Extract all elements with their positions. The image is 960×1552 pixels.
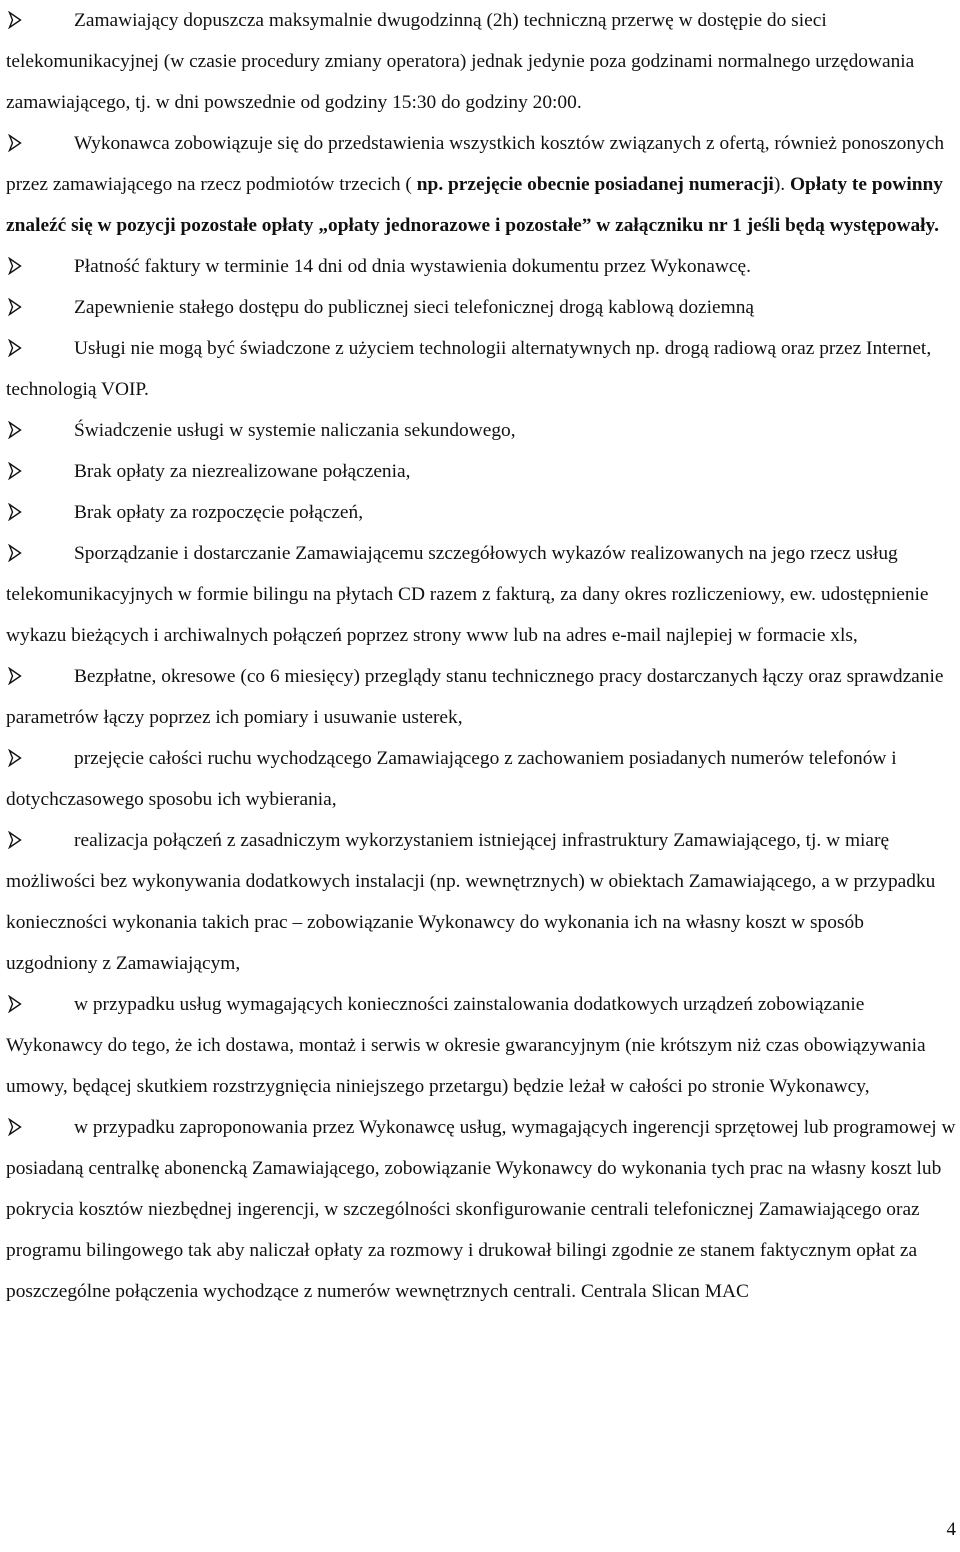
text-run: Zamawiający dopuszcza maksymalnie dwugodzinną (2h) techniczną przerwę w dostępie do sieci telekomunikacyjnej (w czasie procedury zmiany operatora) jednak jedynie poza godzinami normalnego urzędowania zamawiającego, tj. w dni powszednie od godziny 15:30 do godziny 20:00.: [6, 10, 915, 113]
arrowhead-bullet-icon: [8, 11, 22, 29]
text-run: Sporządzanie i dostarczanie Zamawiającemu szczegółowych wykazów realizowanych na jego rzecz usług telekomunikacyjnych w formie bilingu na płytach CD razem z fakturą, za dany okres rozliczeniowy, ew. udostępnienie wykazu bieżących i archiwalnych połączeń poprzez strony www lub na adres e-mail najlepiej w formacie xls,: [6, 543, 929, 646]
list-item: [6, 0, 956, 123]
list-item: [6, 246, 956, 287]
text-run: Wykonawca zobowiązuje się do przedstawienia wszystkich kosztów związanych z ofertą, również ponoszonych przez zamawiającego na rzecz podmiotów trzecich (: [6, 133, 945, 195]
arrowhead-bullet-icon: [8, 257, 22, 275]
list-item: [6, 1107, 956, 1312]
text-run: w przypadku zaproponowania przez Wykonawcę usług, wymagających ingerencji sprzętowej lub programowej w posiadaną centralkę abonencką Zamawiającego, zobowiązanie Wykonawcy do wykonania tych prac na własny koszt lub pokrycia kosztów niezbędnej ingerencji, w szczególności skonfigurowanie centrali telefonicznej Zamawiającego oraz programu bilingowego tak aby naliczał opłaty za rozmowy i drukował bilingi zgodnie ze stanem faktycznym opłat za poszczególne połączenia wychodzące z numerów wewnętrznych centrali. Centrala Slican MAC: [6, 1117, 956, 1302]
page-number: 4: [946, 1519, 956, 1540]
text-run: w przypadku usług wymagających konieczności zainstalowania dodatkowych urządzeń zobowiązanie Wykonawcy do tego, że ich dostawa, montaż i serwis w okresie gwarancyjnym (nie krótszym niż czas obowiązywania umowy, będącej skutkiem rozstrzygnięcia niniejszego przetargu) będzie leżał w całości po stronie Wykonawcy,: [6, 994, 926, 1097]
list-item: [6, 533, 956, 656]
arrowhead-bullet-icon: [8, 1118, 22, 1136]
text-run: przejęcie całości ruchu wychodzącego Zamawiającego z zachowaniem posiadanych numerów telefonów i dotychczasowego sposobu ich wybierania,: [6, 748, 897, 810]
arrowhead-bullet-icon: [8, 831, 22, 849]
list-item: [6, 656, 956, 738]
list-item: [6, 328, 956, 410]
list-item: [6, 820, 956, 984]
arrowhead-bullet-icon: [8, 421, 22, 439]
list-item: [6, 984, 956, 1107]
arrowhead-bullet-icon: [8, 667, 22, 685]
arrowhead-bullet-icon: [8, 503, 22, 521]
arrowhead-bullet-icon: [8, 749, 22, 767]
document-body: [6, 0, 956, 1312]
text-run: Świadczenie usługi w systemie naliczania sekundowego,: [74, 420, 516, 441]
arrowhead-bullet-icon: [8, 298, 22, 316]
arrowhead-bullet-icon: [8, 339, 22, 357]
arrowhead-bullet-icon: [8, 544, 22, 562]
text-run: ).: [773, 174, 790, 195]
text-run: Zapewnienie stałego dostępu do publicznej sieci telefonicznej drogą kablową doziemną: [74, 297, 755, 318]
list-item: [6, 287, 956, 328]
arrowhead-bullet-icon: [8, 462, 22, 480]
list-item: [6, 492, 956, 533]
text-run: realizacja połączeń z zasadniczym wykorzystaniem istniejącej infrastruktury Zamawiającego, tj. w miarę możliwości bez wykonywania dodatkowych instalacji (np. wewnętrznych) w obiektach Zamawiającego, a w przypadku konieczności wykonania takich prac – zobowiązanie Wykonawcy do wykonania ich na własny koszt w sposób uzgodniony z Zamawiającym,: [6, 830, 936, 974]
text-run: Usługi nie mogą być świadczone z użyciem technologii alternatywnych np. drogą radiową oraz przez Internet, technologią VOIP.: [6, 338, 932, 400]
text-run: Brak opłaty za niezrealizowane połączenia,: [74, 461, 411, 482]
arrowhead-bullet-icon: [8, 134, 22, 152]
text-run: Płatność faktury w terminie 14 dni od dnia wystawienia dokumentu przez Wykonawcę.: [74, 256, 751, 277]
bold-text: Opłaty te powinny znaleźć się w pozycji pozostałe opłaty „opłaty jednorazowe i pozostałe” w załączniku nr 1 jeśli będą występowały.: [6, 174, 943, 236]
list-item: [6, 123, 956, 246]
text-run: Bezpłatne, okresowe (co 6 miesięcy) przeglądy stanu technicznego pracy dostarczanych łączy oraz sprawdzanie parametrów łączy poprzez ich pomiary i usuwanie usterek,: [6, 666, 944, 728]
list-item: [6, 410, 956, 451]
list-item: [6, 738, 956, 820]
list-item: [6, 451, 956, 492]
arrowhead-bullet-icon: [8, 995, 22, 1013]
text-run: Brak opłaty za rozpoczęcie połączeń,: [74, 502, 364, 523]
bold-text: np. przejęcie obecnie posiadanej numeracji: [416, 174, 774, 195]
